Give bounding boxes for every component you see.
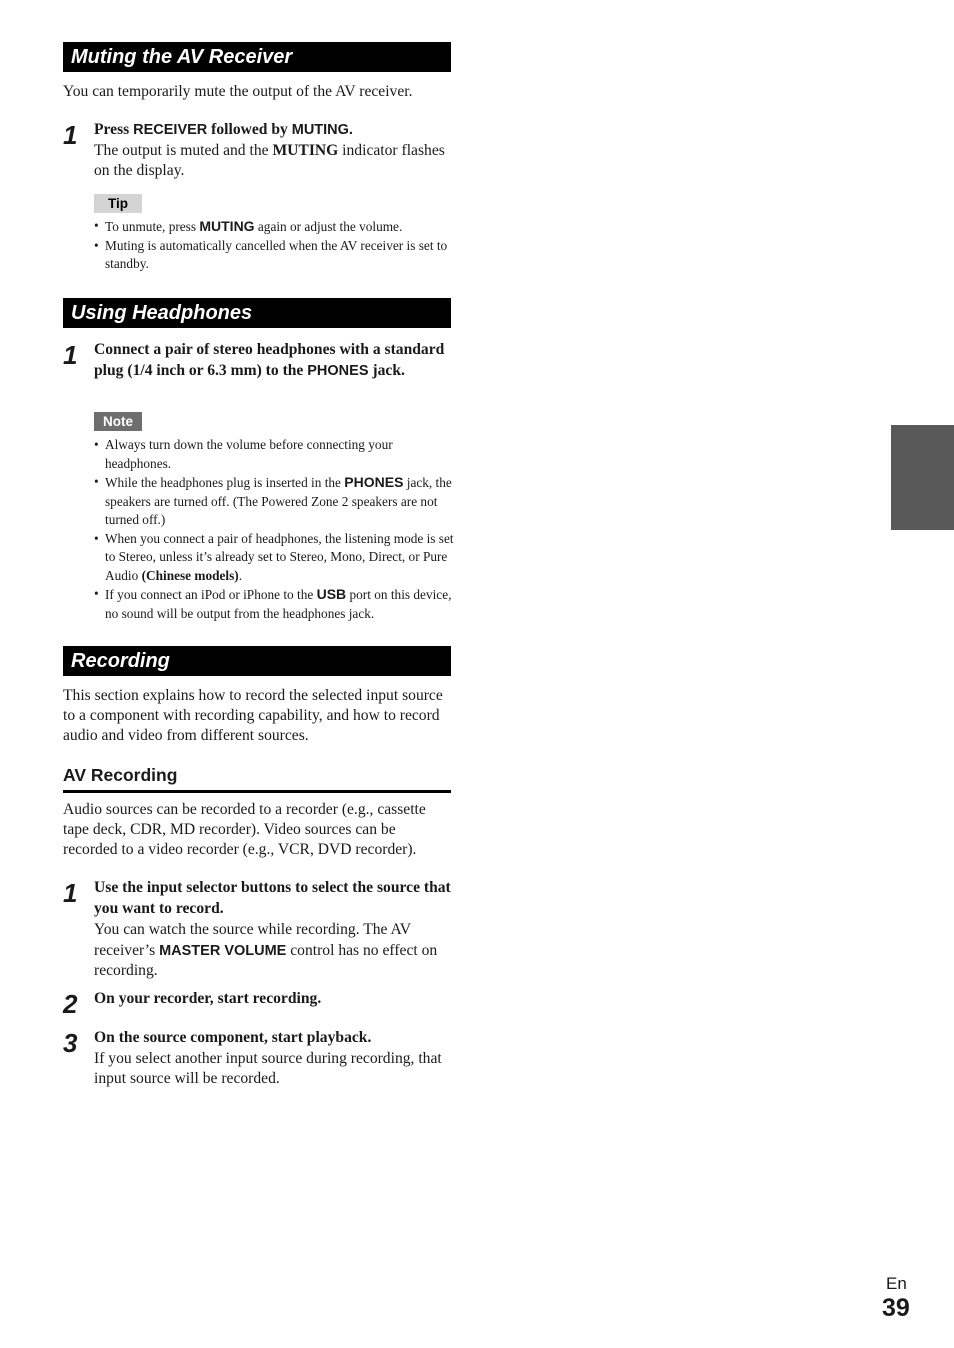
headphones-step-1: Connect a pair of stereo headphones with a standard plug (1/4 inch or 6.3 mm) to the PHONES jack. — [94, 341, 445, 379]
button-name-muting: MUTING. — [291, 122, 353, 138]
step-number: 2 — [63, 989, 78, 1019]
port-name: USB — [316, 586, 347, 602]
chapter-tab — [891, 425, 954, 530]
recording-intro: This section explains how to record the selected input source to a component with recording capability, and how to record audio and video from different sources. — [63, 687, 443, 744]
step-number: 1 — [63, 120, 78, 150]
list-item: • If you connect an iPod or iPhone to the USB port on this device, no sound will be output from the headphones jack. — [94, 585, 454, 623]
recording-step-1: Use the input selector buttons to select the source that you want to record. You can watch the source while recording. The AV receiver’s MASTER VOLUME control has no effect on recording. — [94, 879, 451, 979]
step-desc: If you select another input source during recording, that input source will be recorded. — [94, 1049, 442, 1087]
model-note: (Chinese models) — [141, 567, 239, 583]
note-badge: Note — [94, 412, 142, 431]
recording-step-2: On your recorder, start recording. — [94, 990, 322, 1007]
recording-step-3 — [94, 1028, 451, 1090]
tip-badge: Tip — [94, 194, 142, 213]
list-item: • Muting is automatically cancelled when the AV receiver is set to standby. — [94, 237, 454, 274]
jack-name-phones: PHONES — [307, 362, 369, 379]
section-heading-recording: Recording — [63, 646, 451, 676]
step-text: Press — [94, 121, 134, 138]
step-title: On the source component, start playback. — [94, 1029, 372, 1046]
section-heading-muting: Muting the AV Receiver — [63, 42, 451, 72]
jack-name: PHONES — [344, 474, 404, 490]
button-name-receiver: RECEIVER — [133, 122, 208, 138]
section-heading-headphones: Using Headphones — [63, 298, 451, 328]
button-name: MUTING — [199, 218, 255, 234]
note-list — [94, 436, 454, 623]
step-number: 3 — [63, 1028, 78, 1058]
muting-intro: You can temporarily mute the output of the AV receiver. — [63, 83, 413, 100]
page-number: 39 — [882, 1294, 910, 1322]
list-item: • When you connect a pair of headphones, the listening mode is set to Stereo, unless it’s already set to Stereo, Mono, Direct, or Pure Audio (Chinese models). — [94, 530, 454, 586]
control-name-master-volume: MASTER VOLUME — [159, 942, 287, 959]
muting-step-1 — [94, 120, 451, 182]
tip-list — [94, 217, 454, 274]
indicator-name: MUTING — [272, 141, 339, 159]
step-number: 1 — [63, 340, 78, 370]
list-item: • Always turn down the volume before connecting your headphones. — [94, 436, 454, 473]
step-desc: indicator flashes on the display. — [94, 141, 445, 179]
step-desc: The output is muted and the — [94, 141, 273, 159]
step-text: followed by — [207, 121, 292, 138]
av-recording-intro: Audio sources can be recorded to a recorder (e.g., cassette tape deck, CDR, MD recorder). Video sources can be recorded to a video recorder (e.g., VCR, DVD recorder). — [63, 801, 426, 858]
language-label: En — [886, 1274, 907, 1293]
list-item: • To unmute, press MUTING again or adjust the volume. — [94, 217, 454, 237]
subheading-av-recording: AV Recording — [63, 764, 451, 793]
step-title: Use the input selector buttons to select the source that you want to record. — [94, 879, 451, 917]
step-number: 1 — [63, 878, 78, 908]
list-item: • While the headphones plug is inserted in the PHONES jack, the speakers are turned off. (The Powered Zone 2 speakers are not turned off.) — [94, 473, 454, 530]
